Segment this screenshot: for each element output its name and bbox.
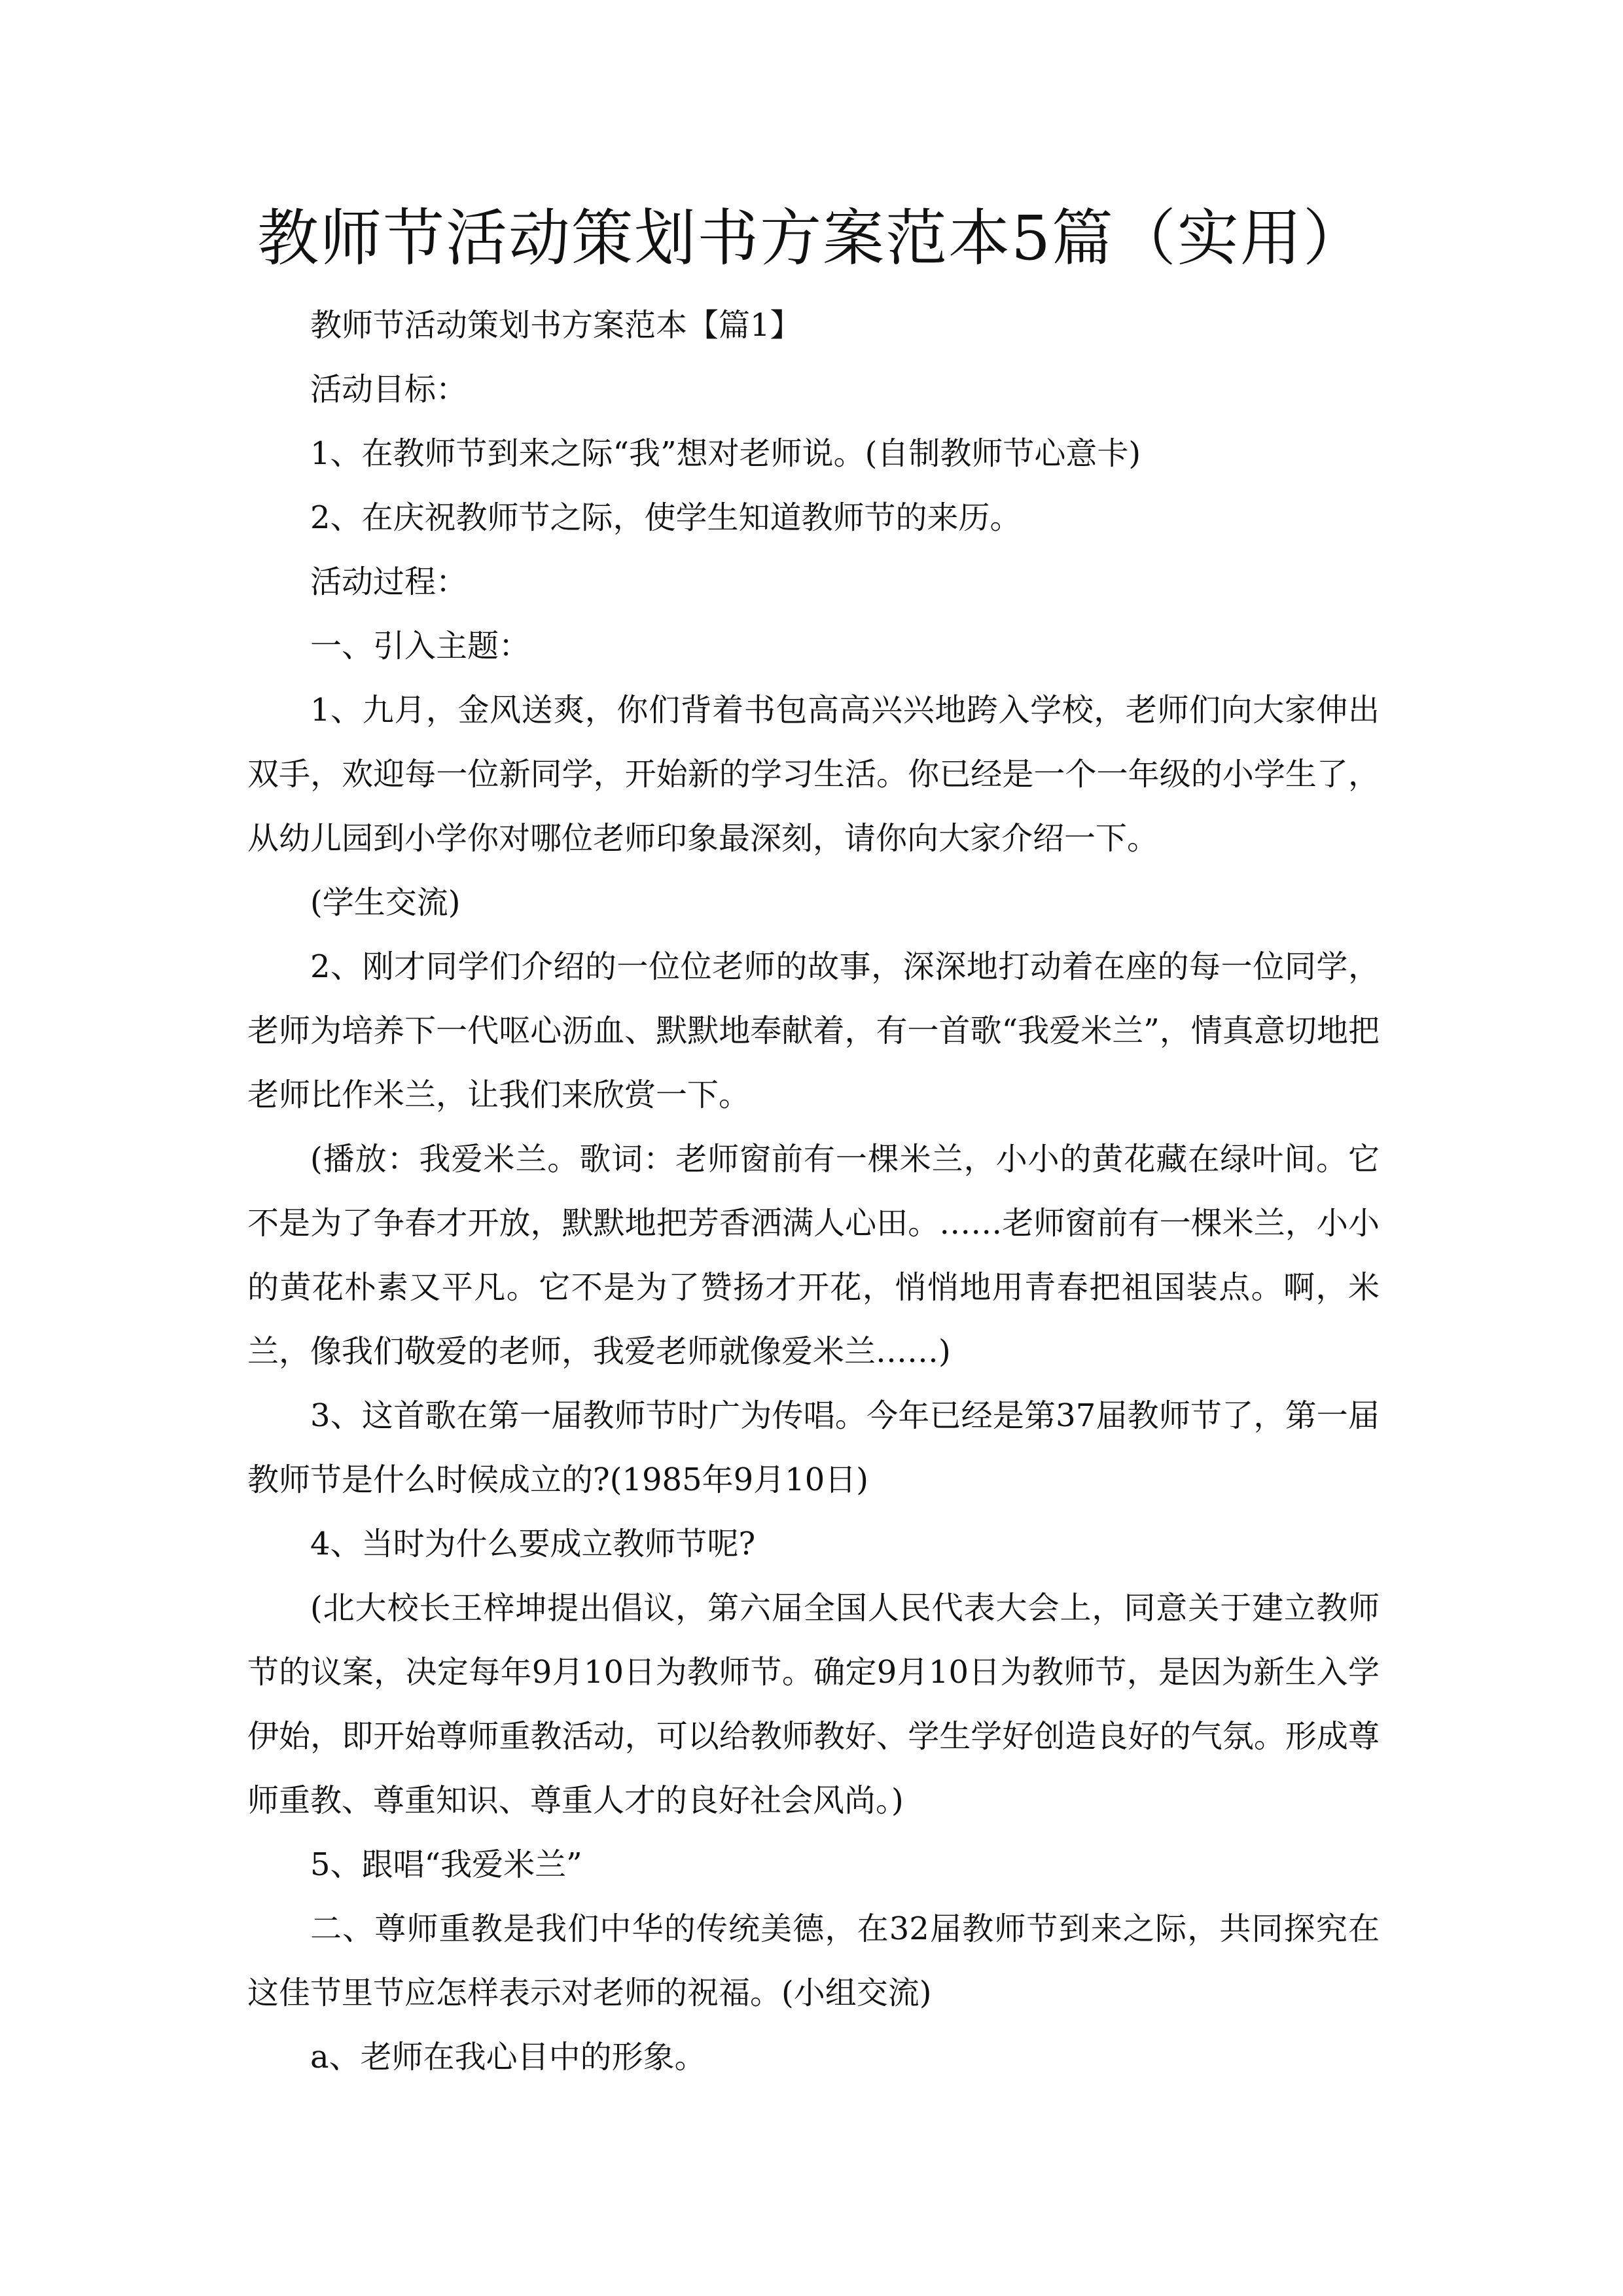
paragraph: 活动过程： (310, 564, 468, 600)
paragraph: (播放：我爱米兰。歌词：老师窗前有一棵米兰，小小的黄花藏在绿叶间。它不是为了争春才开放，默默地把芳香洒满人心田。……老师窗前有一棵米兰，小小的黄花朴素又平凡。它不是为了赞扬才开花，悄悄地用青春把祖国装点。啊，米兰，像我们敬爱的老师，我爱老师就像爱米兰……) (247, 1141, 1380, 1370)
paragraph: 3、这首歌在第一届教师节时广为传唱。今年已经是第37届教师节了，第一届教师节是什么时候成立的?(1985年9月10日) (247, 1397, 1380, 1498)
paragraph: 5、跟唱“我爱米兰” (310, 1846, 582, 1883)
paragraph: a、老师在我心目中的形象。 (310, 2039, 706, 2075)
paragraph: 1、在教师节到来之际“我”想对老师说。(自制教师节心意卡) (310, 435, 1141, 472)
document-title: 教师节活动策划书方案范本5篇（实用） (257, 203, 1366, 274)
paragraph: 2、刚才同学们介绍的一位位老师的故事，深深地打动着在座的每一位同学，老师为培养下一代呕心沥血、默默地奉献着，有一首歌“我爱米兰”，情真意切地把老师比作米兰，让我们来欣赏一下。 (247, 948, 1380, 1113)
paragraph: 二、尊师重教是我们中华的传统美德，在32届教师节到来之际，共同探究在这佳节里节应怎样表示对老师的祝福。(小组交流) (247, 1910, 1380, 2011)
paragraph: (北大校长王梓坤提出倡议，第六届全国人民代表大会上，同意关于建立教师节的议案，决定每年9月10日为教师节。确定9月10日为教师节，是因为新生入学伊始，即开始尊师重教活动，可以给教师教好、学生学好创造良好的气氛。形成尊师重教、尊重知识、尊重人才的良好社会风尚。) (247, 1590, 1380, 1819)
paragraph: 2、在庆祝教师节之际，使学生知道教师节的来历。 (310, 499, 1022, 536)
paragraph: 1、九月，金风送爽，你们背着书包高高兴兴地跨入学校，老师们向大家伸出双手，欢迎每一位新同学，开始新的学习生活。你已经是一个一年级的小学生了，从幼儿园到小学你对哪位老师印象最深刻，请你向大家介绍一下。 (247, 692, 1380, 857)
section-heading: 教师节活动策划书方案范本【篇1】 (310, 307, 802, 344)
paragraph: 4、当时为什么要成立教师节呢? (310, 1526, 756, 1562)
document-body (247, 293, 1380, 2089)
paragraph: 活动目标： (310, 371, 468, 408)
paragraph: (学生交流) (310, 884, 461, 921)
paragraph: 一、引入主题： (310, 628, 531, 664)
